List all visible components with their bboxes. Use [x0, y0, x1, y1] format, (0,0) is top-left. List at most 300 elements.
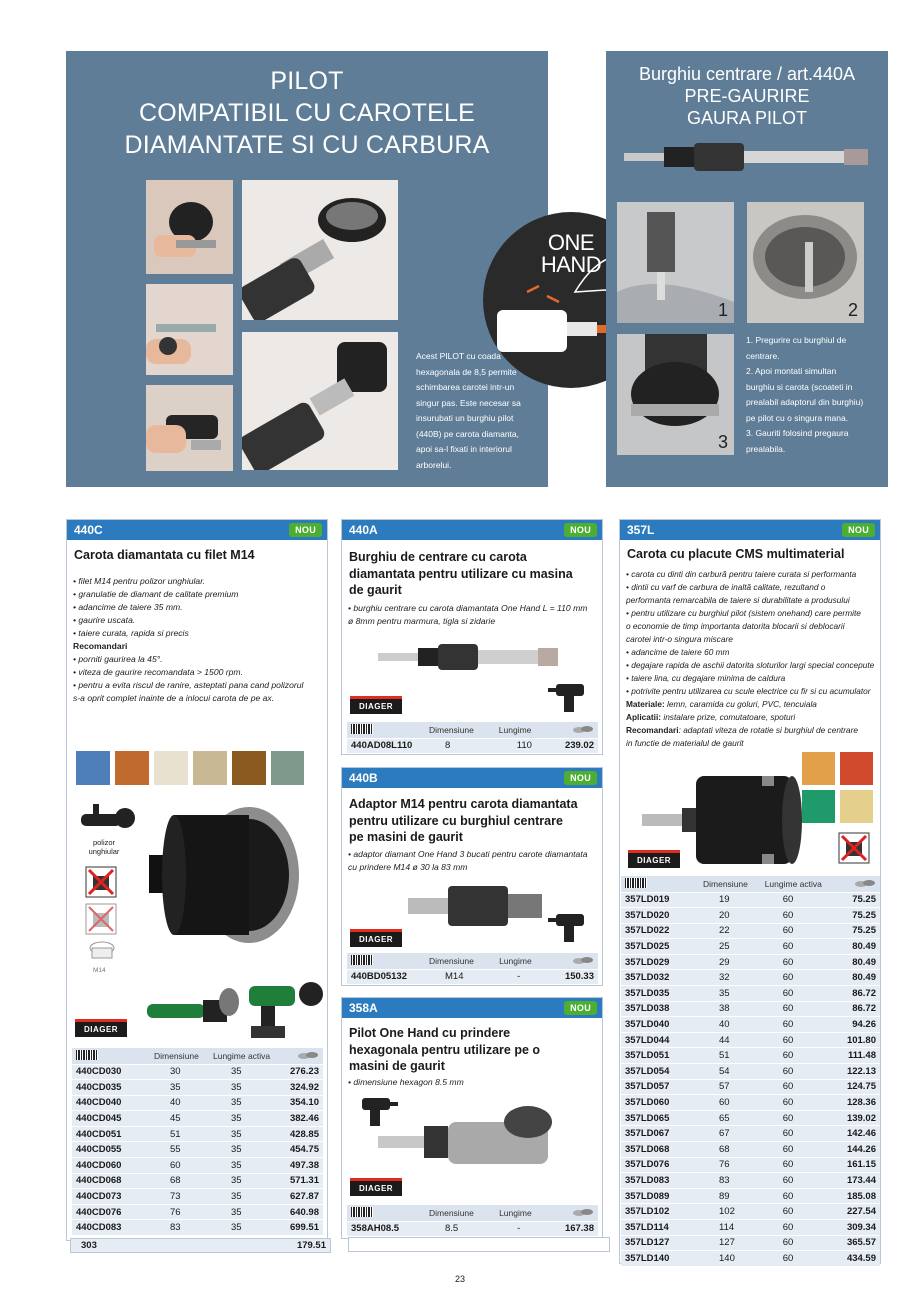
- table-row: [621, 1017, 880, 1033]
- column-header: Lungime: [495, 722, 549, 738]
- price-cell: 75.25: [837, 892, 880, 908]
- table-row: [72, 1111, 323, 1127]
- bullet: • adaptor diamant One Hand 3 bucati pentru carote diamantata: [348, 849, 588, 859]
- empty-footer-bar: [348, 1237, 610, 1252]
- table-row: [72, 1080, 323, 1096]
- price-cell: 571.31: [282, 1173, 323, 1189]
- length-cell: 60: [761, 923, 837, 939]
- step-line: prealabil adaptorul din burghiu): [746, 397, 864, 407]
- product-code-cell: 357LD057: [621, 1079, 699, 1095]
- desc-line: apoi sa-l fixati in interiorul: [416, 444, 512, 454]
- product-code-cell: 357LD060: [621, 1095, 699, 1111]
- new-badge: NOU: [842, 523, 875, 537]
- material-swatch: [232, 751, 266, 785]
- page-number: 23: [454, 1274, 465, 1284]
- length-cell: 35: [209, 1220, 282, 1236]
- price-cell: 640.98: [282, 1204, 323, 1220]
- product-code-cell: 357LD068: [621, 1142, 699, 1158]
- pilot-one-hand-image: [378, 1100, 564, 1180]
- price-cell: 627.87: [282, 1189, 323, 1205]
- length-cell: 60: [761, 1032, 837, 1048]
- length-cell: 35: [209, 1204, 282, 1220]
- table-row: [621, 970, 880, 986]
- table-row: [621, 1173, 880, 1189]
- m14-adaptor-image: [408, 880, 544, 932]
- product-code-header: [342, 520, 602, 540]
- no-water-icon: [85, 866, 117, 898]
- step-line: prealabila.: [746, 443, 786, 454]
- price-cell: 124.75: [837, 1079, 880, 1095]
- dimension-cell: 22: [699, 923, 761, 939]
- step-label: 2: [847, 300, 858, 320]
- product-code-cell: 440CD040: [72, 1095, 150, 1111]
- step-line: 2. Apoi montati simultan: [746, 366, 837, 376]
- product-code-cell: 357LD127: [621, 1235, 699, 1251]
- dimension-cell: 76: [699, 1157, 761, 1173]
- dimension-cell: 89: [699, 1188, 761, 1204]
- column-header: Lungime: [495, 953, 549, 969]
- bullet: s-a oprit complet inainte de a inlocui carota de pe ax.: [73, 693, 275, 703]
- step-2-photo: [747, 202, 864, 323]
- angle-grinder-icon: [79, 802, 137, 836]
- product-code: 357L: [627, 523, 655, 537]
- table-row: [621, 1219, 880, 1235]
- material-swatch: [193, 751, 227, 785]
- product-357l: [619, 519, 881, 1264]
- price-cell: 428.85: [282, 1126, 323, 1142]
- table-row: [72, 1220, 323, 1236]
- table-row: [621, 1048, 880, 1064]
- bullet: o economie de timp importanta datorita blocarii si deblocarii: [626, 621, 845, 631]
- length-cell: 110: [495, 738, 549, 754]
- product-code: 440A: [349, 523, 378, 537]
- dimension-cell: 57: [699, 1079, 761, 1095]
- dimension-cell: 76: [150, 1204, 209, 1220]
- pre-drill-banner-title: [606, 63, 888, 129]
- product-code-cell: 358AH08.5: [347, 1221, 425, 1237]
- diamond-core-bit-image: [149, 805, 299, 945]
- price-cell: 80.49: [837, 970, 880, 986]
- diager-logo: DIAGER: [350, 699, 402, 714]
- table-row: [621, 939, 880, 955]
- product-code-cell: 357LD102: [621, 1204, 699, 1220]
- hand-pilot-photo-2: [146, 284, 233, 375]
- product-code: 440C: [74, 523, 103, 537]
- bullet: • pentru utilizare cu burghiul pilot (sistem onehand) care permite: [626, 608, 861, 618]
- product-code-cell: 440CD045: [72, 1111, 150, 1127]
- dimension-cell: 44: [699, 1032, 761, 1048]
- step-1-photo: [617, 202, 734, 323]
- price-coins-icon: [282, 1048, 323, 1064]
- table-row: [72, 1064, 323, 1080]
- applications-label: Aplicatii:: [626, 712, 662, 722]
- step-label: 3: [717, 432, 728, 452]
- title-line: Pilot One Hand cu prindere: [349, 1026, 511, 1040]
- product-code: 440B: [349, 771, 378, 785]
- product-title: [349, 1025, 540, 1075]
- length-cell: 60: [761, 1048, 837, 1064]
- extra-code: 303: [81, 1240, 97, 1251]
- product-code-cell: 440CD068: [72, 1173, 150, 1189]
- length-cell: 35: [209, 1158, 282, 1174]
- material-swatches: [76, 751, 304, 785]
- table-row: [621, 1157, 880, 1173]
- price-coins-icon: [837, 876, 880, 892]
- dimension-cell: 51: [699, 1048, 761, 1064]
- price-cell: 185.08: [837, 1188, 880, 1204]
- length-cell: 60: [761, 970, 837, 986]
- length-cell: 35: [209, 1126, 282, 1142]
- price-cell: 354.10: [282, 1095, 323, 1111]
- title-line: de gaurit: [349, 583, 402, 597]
- price-cell: 173.44: [837, 1173, 880, 1189]
- product-code-cell: 357LD067: [621, 1126, 699, 1142]
- price-cell: 239.02: [549, 738, 598, 754]
- product-code-cell: 440CD035: [72, 1080, 150, 1096]
- dimension-cell: 8.5: [425, 1221, 495, 1237]
- title-line: COMPATIBIL CU CAROTELE: [139, 99, 475, 127]
- table-header: [347, 1205, 598, 1221]
- bullet: cu prindere M14 ø 30 la 83 mm: [348, 862, 468, 872]
- product-code-cell: 357LD022: [621, 923, 699, 939]
- step-3-photo: [617, 334, 734, 455]
- drill-icon: [548, 680, 592, 714]
- product-code-cell: 357LD038: [621, 1001, 699, 1017]
- product-code-cell: 357LD040: [621, 1017, 699, 1033]
- product-bullets: [626, 568, 884, 750]
- column-header: Dimensiune: [699, 876, 761, 892]
- table-row: [621, 1032, 880, 1048]
- product-code-cell: 440CD030: [72, 1064, 150, 1080]
- table-row: [621, 1188, 880, 1204]
- step-line: pe pilot cu o singura mana.: [746, 412, 849, 423]
- dimension-cell: 83: [150, 1220, 209, 1236]
- one-hand-line: ONE: [547, 230, 595, 255]
- product-code-cell: 357LD035: [621, 986, 699, 1002]
- pilot-banner: [66, 51, 602, 487]
- dimension-cell: 8: [425, 738, 495, 754]
- material-swatch: [840, 752, 873, 785]
- table-header: [347, 953, 598, 969]
- table-row: [621, 1001, 880, 1017]
- dimension-cell: 29: [699, 954, 761, 970]
- hand-pilot-photo-3: [146, 385, 233, 471]
- table-row: [621, 1251, 880, 1267]
- dimension-cell: 32: [699, 970, 761, 986]
- title-line: diamantata pentru utilizare cu masina: [349, 566, 573, 581]
- length-cell: 60: [761, 892, 837, 908]
- dimension-cell: 25: [699, 939, 761, 955]
- bullet: • carota cu dinti din carbură pentru taiere curata si performanta: [626, 569, 857, 579]
- dimension-cell: 35: [150, 1080, 209, 1096]
- dimension-cell: 102: [699, 1204, 761, 1220]
- title-line: PRE-GAURIRE: [684, 86, 810, 106]
- length-cell: 60: [761, 1064, 837, 1080]
- table-row: [621, 1142, 880, 1158]
- product-code-cell: 440CD083: [72, 1220, 150, 1236]
- product-code-cell: 440CD073: [72, 1189, 150, 1205]
- bullet: • viteza de gaurire recomandata > 1500 rpm.: [73, 667, 243, 677]
- grinder-label-line: unghiular: [88, 847, 120, 856]
- product-bullets: [348, 848, 603, 874]
- recommend-label: Recomandari: [73, 641, 128, 651]
- title-line: Burghiu de centrare cu carota: [349, 550, 527, 564]
- product-code-cell: 357LD065: [621, 1110, 699, 1126]
- price-table-440b: [347, 953, 598, 985]
- price-table-357l: [621, 876, 880, 1267]
- title-line: Burghiu centrare / art.440A: [638, 64, 856, 84]
- step-label: 1: [717, 300, 728, 320]
- price-cell: 94.26: [837, 1017, 880, 1033]
- price-table-358a: [347, 1205, 598, 1237]
- extra-price-row: [70, 1238, 331, 1253]
- dimension-cell: 51: [150, 1126, 209, 1142]
- desc-line: insurubati un burghiu pilot: [416, 413, 514, 423]
- bullet: • degajare rapida de aschii datorita sloturilor largi special concepute: [626, 660, 875, 670]
- drill-pilot-photo-1: [242, 180, 398, 320]
- pilot-banner-title: [66, 65, 548, 161]
- length-cell: 60: [761, 986, 837, 1002]
- length-cell: 60: [761, 1188, 837, 1204]
- product-358a: [341, 997, 603, 1239]
- price-cell: 699.51: [282, 1220, 323, 1236]
- length-cell: 60: [761, 1204, 837, 1220]
- material-swatch: [840, 790, 873, 823]
- product-code-cell: 357LD044: [621, 1032, 699, 1048]
- price-cell: 142.46: [837, 1126, 880, 1142]
- desc-line: singur pas. Este necesar sa: [416, 397, 521, 408]
- price-cell: 324.92: [282, 1080, 323, 1096]
- product-bullets: [348, 602, 603, 628]
- column-header: Dimensiune: [425, 1205, 495, 1221]
- new-badge: NOU: [564, 523, 597, 537]
- materials-value: lemn, caramida cu goluri, PVC, tencuiala: [664, 699, 817, 709]
- diager-logo: DIAGER: [350, 1181, 402, 1196]
- product-code-cell: 440AD08L110: [347, 738, 425, 754]
- product-code-cell: 357LD076: [621, 1157, 699, 1173]
- table-row: [72, 1126, 323, 1142]
- table-row: [621, 908, 880, 924]
- product-code-header: [67, 520, 327, 540]
- bullet: • gaurire uscata.: [73, 615, 136, 625]
- length-cell: -: [495, 1221, 549, 1237]
- bullet: • adancime de taiere 60 mm: [626, 647, 730, 657]
- product-code-cell: 440BD05132: [347, 969, 425, 985]
- column-header: Lungime activa: [761, 876, 837, 892]
- product-code-cell: 440CD055: [72, 1142, 150, 1158]
- step-line: centrare.: [746, 350, 780, 361]
- price-cell: 454.75: [282, 1142, 323, 1158]
- product-code-cell: 357LD054: [621, 1064, 699, 1080]
- price-coins-icon: [549, 953, 598, 969]
- title-line: DIAMANTATE SI CU CARBURA: [124, 131, 490, 159]
- dimension-cell: 45: [150, 1111, 209, 1127]
- title-line: GAURA PILOT: [686, 108, 808, 128]
- bullet: performanta remarcabila de taiere si durabilitate a produsului: [626, 595, 850, 605]
- length-cell: 35: [209, 1173, 282, 1189]
- dimension-cell: 65: [699, 1110, 761, 1126]
- bullet: carotei intr-o singura miscare: [626, 634, 733, 644]
- materials-label: Materiale:: [626, 699, 665, 709]
- price-table-440a: [347, 722, 598, 754]
- table-row: [72, 1189, 323, 1205]
- centering-drill-image: [624, 139, 870, 175]
- price-cell: 434.59: [837, 1251, 880, 1267]
- materials-line: [626, 698, 884, 711]
- table-row: [621, 923, 880, 939]
- dimension-cell: 20: [699, 908, 761, 924]
- desc-line: arborelui.: [416, 459, 452, 470]
- barcode-icon: [347, 953, 425, 969]
- price-cell: 167.38: [549, 1221, 598, 1237]
- title-line: PILOT: [270, 67, 344, 95]
- material-swatch: [115, 751, 149, 785]
- bullet: • porniti gaurirea la 45°.: [73, 654, 163, 664]
- table-row: [621, 954, 880, 970]
- length-cell: 35: [209, 1142, 282, 1158]
- product-440c: [66, 519, 328, 1241]
- new-badge: NOU: [564, 771, 597, 785]
- grinder-tool-image: [147, 982, 239, 1030]
- m14-thread-icon: [87, 940, 117, 966]
- table-header: [621, 876, 880, 892]
- step-line: 3. Gauriti folosind pregaura: [746, 428, 849, 438]
- product-code-cell: 357LD051: [621, 1048, 699, 1064]
- dimension-cell: 40: [150, 1095, 209, 1111]
- table-header: [347, 722, 598, 738]
- price-cell: 144.26: [837, 1142, 880, 1158]
- product-code-cell: 440CD076: [72, 1204, 150, 1220]
- price-cell: 86.72: [837, 986, 880, 1002]
- title-line: pe masini de gaurit: [349, 830, 463, 844]
- length-cell: 60: [761, 1251, 837, 1267]
- product-code-cell: 357LD032: [621, 970, 699, 986]
- length-cell: 60: [761, 1142, 837, 1158]
- dimension-cell: 114: [699, 1219, 761, 1235]
- price-cell: 227.54: [837, 1204, 880, 1220]
- price-cell: 75.25: [837, 923, 880, 939]
- grinder-label: [79, 838, 129, 856]
- dimension-cell: 68: [150, 1173, 209, 1189]
- price-cell: 75.25: [837, 908, 880, 924]
- title-line: masini de gaurit: [349, 1059, 445, 1073]
- material-swatches: [802, 752, 874, 824]
- price-cell: 80.49: [837, 939, 880, 955]
- step-line: burghiu si carota (scoateti in: [746, 381, 853, 392]
- price-cell: 382.46: [282, 1111, 323, 1127]
- length-cell: 60: [761, 1110, 837, 1126]
- hand-pilot-photo-1: [146, 180, 233, 274]
- length-cell: -: [495, 969, 549, 985]
- bullet: • granulatie de diamant de calitate premium: [73, 589, 239, 599]
- table-row: [347, 969, 598, 985]
- no-hammer-icon: [838, 832, 870, 864]
- extra-price: 179.51: [296, 1240, 326, 1251]
- table-row: [621, 1079, 880, 1095]
- table-row: [621, 986, 880, 1002]
- table-row: [72, 1204, 323, 1220]
- column-header: Dimensiune: [150, 1048, 209, 1064]
- barcode-icon: [347, 722, 425, 738]
- table-row: [72, 1173, 323, 1189]
- product-code-cell: 357LD020: [621, 908, 699, 924]
- product-bullets: [73, 575, 323, 705]
- price-cell: 276.23: [282, 1064, 323, 1080]
- drill-icon: [548, 910, 592, 944]
- dimension-cell: 19: [699, 892, 761, 908]
- length-cell: 35: [209, 1189, 282, 1205]
- m14-label: M14: [93, 967, 106, 974]
- diager-logo: DIAGER: [75, 1022, 127, 1037]
- length-cell: 60: [761, 1173, 837, 1189]
- dimension-cell: 83: [699, 1173, 761, 1189]
- product-title: [349, 796, 578, 846]
- column-header: Dimensiune: [425, 722, 495, 738]
- step-line: 1. Pregurire cu burghiul de: [746, 335, 847, 345]
- product-code-cell: 357LD140: [621, 1251, 699, 1267]
- drill-pilot-photo-2: [242, 332, 398, 470]
- table-row: [621, 892, 880, 908]
- length-cell: 35: [209, 1095, 282, 1111]
- table-row: [621, 1204, 880, 1220]
- table-row: [72, 1158, 323, 1174]
- dimension-cell: 68: [699, 1142, 761, 1158]
- dimension-cell: 35: [699, 986, 761, 1002]
- product-code-cell: 357LD089: [621, 1188, 699, 1204]
- title-line: Adaptor M14 pentru carota diamantata: [349, 797, 578, 811]
- material-swatch: [154, 751, 188, 785]
- dimension-cell: 38: [699, 1001, 761, 1017]
- one-hand-line: HAND: [540, 252, 602, 277]
- barcode-icon: [621, 876, 699, 892]
- length-cell: 35: [209, 1064, 282, 1080]
- length-cell: 60: [761, 1126, 837, 1142]
- dimension-cell: 127: [699, 1235, 761, 1251]
- diager-logo: DIAGER: [350, 932, 402, 947]
- dimension-cell: 140: [699, 1251, 761, 1267]
- length-cell: 35: [209, 1111, 282, 1127]
- length-cell: 60: [761, 1017, 837, 1033]
- pre-drill-steps: [746, 333, 884, 457]
- price-cell: 139.02: [837, 1110, 880, 1126]
- length-cell: 35: [209, 1080, 282, 1096]
- recommend-line: [626, 724, 884, 737]
- product-code-header: [620, 520, 880, 540]
- recommend-value: : adaptati viteza de rotatie si burghiul de centrare: [678, 725, 858, 735]
- applications-line: [626, 711, 884, 724]
- bullet: • taiere lina, cu degajare minima de caldura: [626, 673, 786, 683]
- bullet: • pentru a evita riscul de ranire, asteptati pana cand polizorul: [73, 680, 304, 690]
- price-cell: 161.15: [837, 1157, 880, 1173]
- bullet: • burghiu centrare cu carota diamantata One Hand L = 110 mm: [348, 603, 588, 613]
- desc-line: hexagonala de 8,5 permite: [416, 366, 517, 377]
- dimension-cell: 55: [150, 1142, 209, 1158]
- price-cell: 80.49: [837, 954, 880, 970]
- product-code-cell: 357LD025: [621, 939, 699, 955]
- bullet: • potrivite pentru utilizarea cu scule electrice cu fir si cu acumulator: [626, 686, 871, 696]
- new-badge: NOU: [289, 523, 322, 537]
- new-badge: NOU: [564, 1001, 597, 1015]
- bullet: • adancime de taiere 35 mm.: [73, 602, 183, 612]
- recommend-label: Recomandari: [626, 725, 679, 735]
- desc-line: schimbarea carotei intr-un: [416, 382, 515, 392]
- length-cell: 60: [761, 1095, 837, 1111]
- pilot-description: [416, 349, 538, 473]
- column-header: Lungime: [495, 1205, 549, 1221]
- grinder-label-line: polizor: [92, 838, 116, 847]
- table-row: [347, 1221, 598, 1237]
- length-cell: 60: [761, 1219, 837, 1235]
